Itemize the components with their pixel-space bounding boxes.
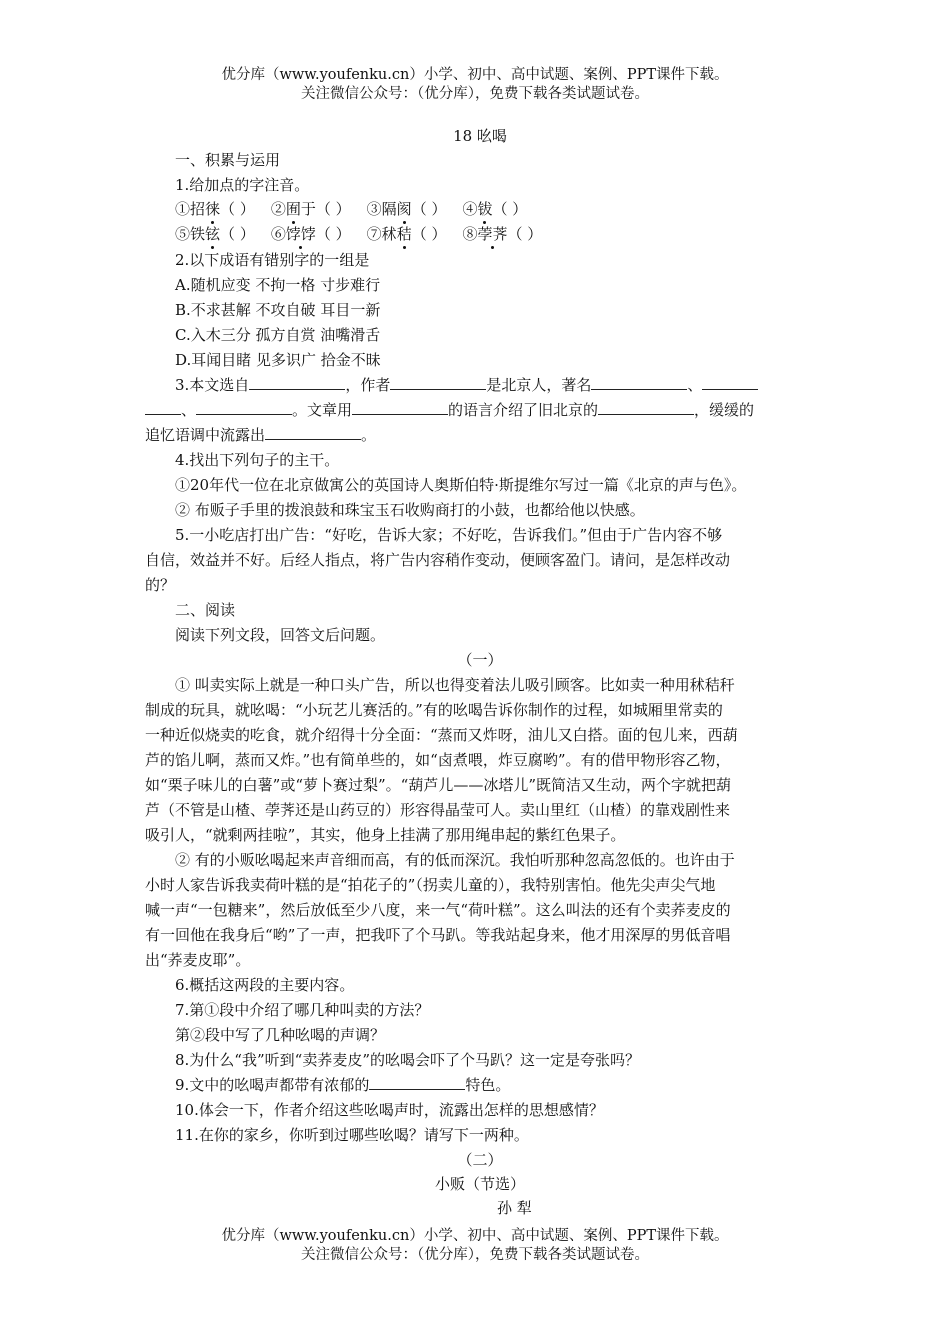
reading-instruction: 阅读下列文段，回答文后问题。 (175, 626, 386, 644)
q3-line-3: 追忆语调中流露出 。 (145, 426, 377, 444)
para1-line: ① 叫卖实际上就是一种口头广告，所以也得变着法儿吸引顾客。比如卖一种用秫秸秆 (175, 676, 735, 694)
para1-line: 制成的玩具，就吆喝：“小玩艺儿赛活的。”有的吆喝告诉你制作的过程，如城厢里常卖的 (145, 701, 723, 719)
para1-line: 吸引人，“就剩两挂啦”，其实，他身上挂满了那用绳串起的紫红色果子。 (145, 826, 626, 844)
footer-line-2: 关注微信公众号：（优分库），免费下载各类试题试卷。 (301, 1247, 649, 1263)
blank-line[interactable] (265, 424, 361, 440)
dotted-char: 钹 (477, 200, 493, 218)
part2-title: 小贩（节选） (434, 1175, 525, 1193)
part1-label: （一） (457, 651, 503, 669)
blank-line[interactable] (352, 399, 448, 415)
site-footer (0, 1227, 950, 1265)
blank-line[interactable] (702, 374, 758, 390)
dotted-char: 囿 (285, 200, 301, 218)
dotted-char: 饽饽 (285, 225, 316, 243)
para1-line: 芦（不管是山楂、荸荠还是山药豆的）形容得晶莹可人。卖山里红（山楂）的靠戏剧性来 (145, 801, 731, 819)
para2-line: 出“荞麦皮耶”。 (145, 951, 251, 969)
q5-line-2: 自信，效益并不好。后经人指点，将广告内容稍作变动，便顾客盈门。请问，是怎样改动 (145, 551, 731, 569)
q7-a: 7.第①段中介绍了哪几种叫卖的方法？ (175, 1001, 430, 1019)
blank-line[interactable] (598, 399, 694, 415)
page-title: 18 吆喝 (453, 127, 507, 145)
q5-line-1: 5.一小吃店打出广告：“好吃，告诉大家；不好吃，告诉我们。”但由于广告内容不够 (175, 526, 723, 544)
dotted-char: 秸 (396, 225, 412, 243)
section2-heading: 二、阅读 (175, 601, 236, 619)
blank-line[interactable] (591, 374, 687, 390)
blank-line[interactable] (390, 374, 486, 390)
para2-line: 有一回他在我身后“哟”了一声，把我吓了个马趴。等我站起身来，他才用深厚的男低音唱 (145, 926, 731, 944)
q1-prompt: 1.给加点的字注音。 (175, 176, 310, 194)
part2-label: （二） (457, 1151, 503, 1169)
blank-line[interactable] (196, 399, 292, 415)
dotted-char: 荸荠 (477, 225, 508, 243)
para1-line: 一种近似烧卖的吃食，就介绍得十分全面：“蒸而又炸呀，油儿又白搭。面的包儿来，西葫 (145, 726, 738, 744)
header-line-2: 关注微信公众号：（优分库），免费下载各类试题试卷。 (301, 86, 649, 102)
footer-line-1: 优分库（www.youfenku.cn）小学、初中、高中试题、案例、PPT课件下载。 (221, 1228, 729, 1244)
q10: 10.体会一下，作者介绍这些吆喝声时，流露出怎样的思想感情？ (175, 1101, 604, 1119)
q2-option-d: D.耳闻目睹 见多识广 拾金不昧 (175, 351, 381, 369)
q4-sentence-1: ①20年代一位在北京做寓公的英国诗人奥斯伯特·斯提维尔写过一篇《北京的声与色》。 (175, 476, 747, 494)
part2-author: 孙 犁 (497, 1199, 532, 1217)
para1-line: 如“栗子味儿的白薯”或“萝卜赛过梨”。“葫芦儿——冰塔儿”既简洁又生动，两个字就把葫 (145, 776, 732, 794)
q1-row-1: ①招徕（ ） ②囿于（ ） ③隔阂（ ） ④钹（ ） (175, 200, 528, 218)
blank-line[interactable] (145, 399, 181, 415)
q4-prompt: 4.找出下列句子的主干。 (175, 451, 340, 469)
para1-line: 芦的馅儿啊，蒸而又炸。”也有简单些的，如“卤煮喂，炸豆腐哟”。有的借甲物形容乙物， (145, 751, 731, 769)
dotted-char: 徕 (205, 200, 221, 218)
para2-line: ② 有的小贩吆喝起来声音细而高，有的低而深沉。我怕听那种忽高忽低的。也许由于 (175, 851, 735, 869)
q3-line-1: 3.本文选自 ，作者 是北京人，著名 、 (145, 373, 845, 398)
q2-option-c: C.入木三分 孤方自赏 油嘴滑舌 (175, 326, 381, 344)
dotted-char: 铉 (205, 225, 221, 243)
site-header (0, 66, 950, 104)
q3-line-2: 、 。文章用 的语言介绍了旧北京的 ，缓缓的 (145, 398, 815, 423)
para2-line: 喊一声“一包糖来”，然后放低至少八度，来一气“荷叶糕”。这么叫法的还有个卖荞麦皮的 (145, 901, 731, 919)
q5-line-3: 的？ (145, 576, 176, 594)
q1-row-2: ⑤铁铉（ ） ⑥饽饽（ ） ⑦秫秸（ ） ⑧荸荠（ ） (175, 225, 543, 243)
q7-b: 第②段中写了几种吆喝的声调？ (175, 1026, 386, 1044)
q2-prompt: 2.以下成语有错别字的一组是 (175, 251, 370, 269)
blank-line[interactable] (369, 1074, 465, 1090)
q6: 6.概括这两段的主要内容。 (175, 976, 355, 994)
header-line-1: 优分库（www.youfenku.cn）小学、初中、高中试题、案例、PPT课件下载。 (221, 67, 729, 83)
para2-line: 小时人家告诉我卖荷叶糕的是“拍花子的”（拐卖儿童的），我特别害怕。他先尖声尖气地 (145, 876, 716, 894)
dotted-char: 阂 (396, 200, 412, 218)
q2-option-a: A.随机应变 不拘一格 寸步难行 (175, 276, 381, 294)
q11: 11.在你的家乡，你听到过哪些吆喝？请写下一两种。 (175, 1126, 529, 1144)
q8: 8.为什么“我”听到“卖荞麦皮”的吆喝会吓了个马趴？这一定是夸张吗？ (175, 1051, 640, 1069)
blank-line[interactable] (249, 374, 345, 390)
q2-option-b: B.不求甚解 不攻自破 耳目一新 (175, 301, 381, 319)
section1-heading: 一、积累与运用 (175, 151, 281, 169)
q4-sentence-2: ② 布贩子手里的拨浪鼓和珠宝玉石收购商打的小鼓，也都给他以快感。 (175, 501, 645, 519)
q9: 9.文中的吆喝声都带有浓郁的 特色。 (175, 1076, 511, 1094)
